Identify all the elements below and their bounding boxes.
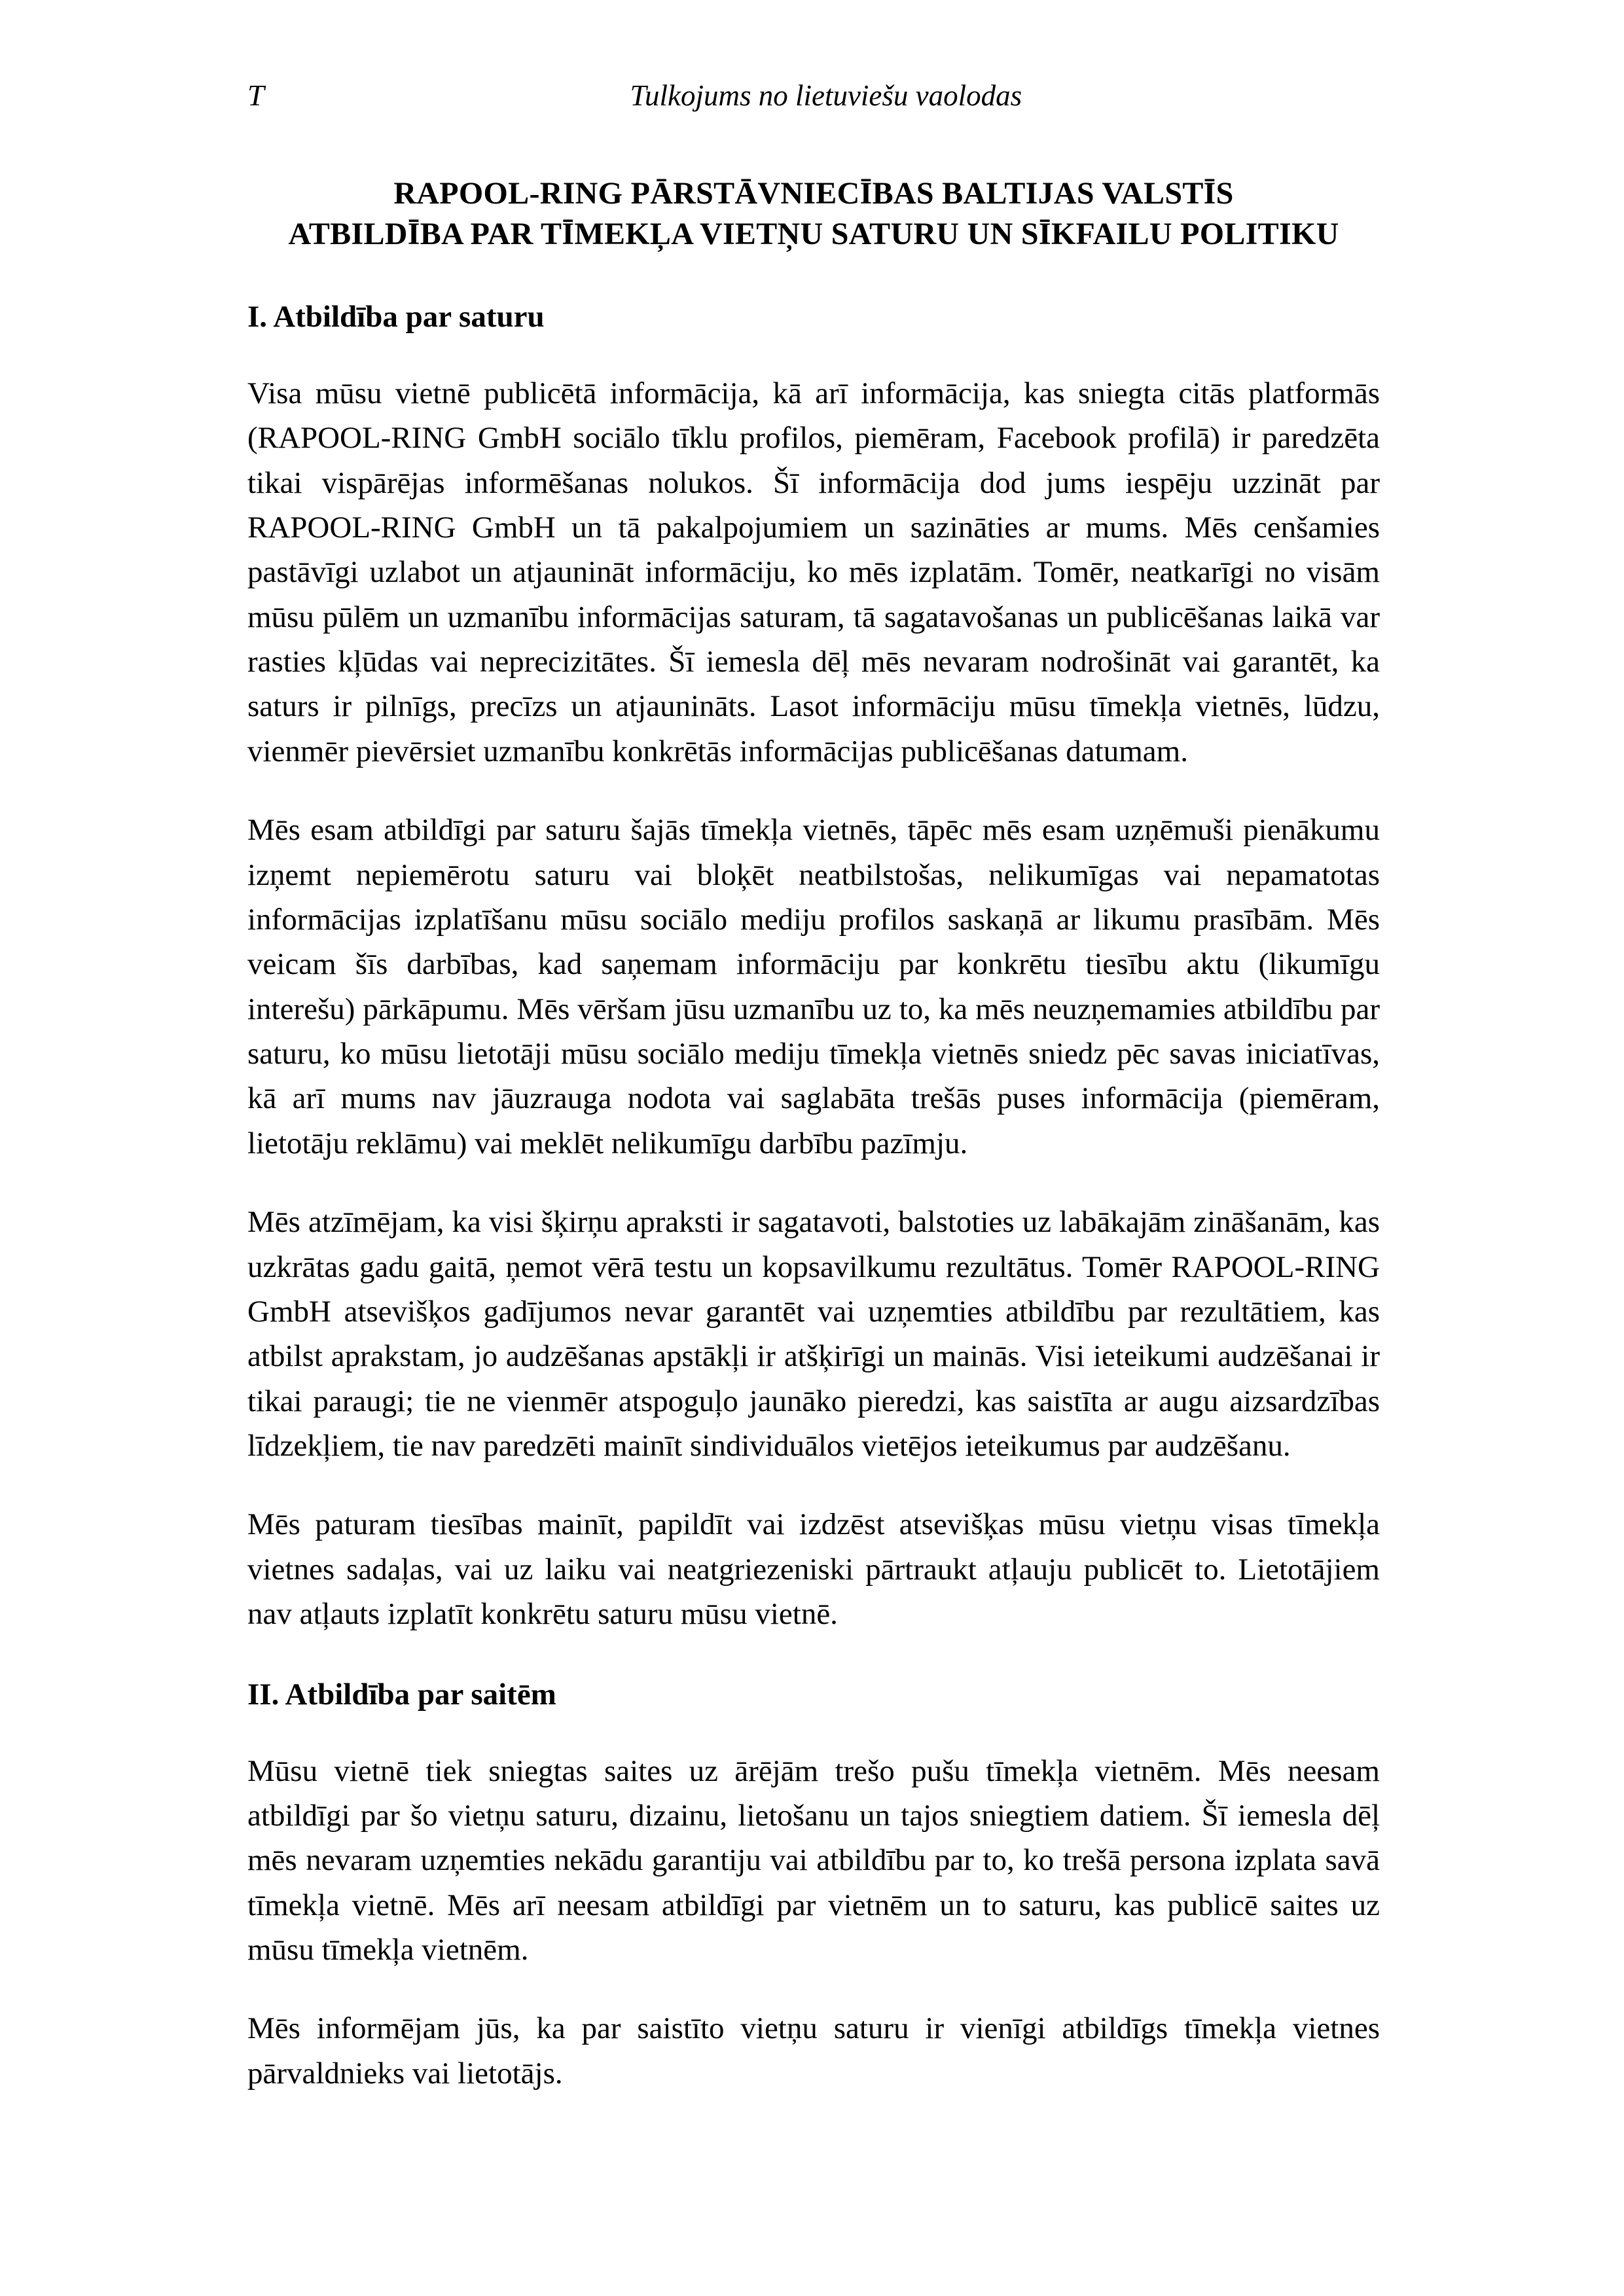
- section-ii-paragraph-1: Mūsu vietnē tiek sniegtas saites uz ārējām trešo pušu tīmekļa vietnēm. Mēs neesam atbildīgi par šo vietņu saturu, dizainu, lietošanu un tajos sniegtiem datiem. Šī iemesla dēļ mēs nevaram uzņemties nekādu garantiju vai atbildību par to, ko trešā persona izplata savā tīmekļa vietnē. Mēs arī neesam atbildīgi par vietnēm un to saturu, kas publicē saites uz mūsu tīmekļa vietnēm.: [247, 1753, 1380, 1967]
- section-heading-i: I. Atbildība par saturu: [247, 299, 545, 334]
- section-heading-ii: II. Atbildība par saitēm: [247, 1677, 556, 1712]
- section-i-paragraph-1: Visa mūsu vietnē publicētā informācija, kā arī informācija, kas sniegta citās platformās (RAPOOL-RING GmbH sociālo tīklu profilos, piemēram, Facebook profilā) ir paredzēta tikai vispārējas informēšanas nolukos. Šī informācija dod jums iespēju uzzināt par RAPOOL-RING GmbH un tā pakalpojumiem un sazināties ar mums. Mēs cenšamies pastāvīgi uzlabot un atjaunināt informāciju, ko mēs izplatām. Tomēr, neatkarīgi no visām mūsu pūlēm un uzmanību informācijas saturam, tā sagatavošanas un publicēšanas laikā var rasties kļūdas vai neprecizitātes. Šī iemesla dēļ mēs nevaram nodrošināt vai garantēt, ka saturs ir pilnīgs, precīzs un atjaunināts. Lasot informāciju mūsu tīmekļa vietnēs, lūdzu, vienmēr pievērsiet uzmanību konkrētās informācijas publicēšanas datumam.: [247, 376, 1380, 768]
- section-ii-paragraph-2: Mēs informējam jūs, ka par saistīto vietņu saturu ir vienīgi atbildīgs tīmekļa vietnes pārvaldnieks vai lietotājs.: [247, 2011, 1380, 2090]
- header-translation-note: Tulkojums no lietuviešu vaolodas: [630, 79, 1022, 112]
- running-header: [247, 79, 1380, 113]
- section-i-paragraph-4: Mēs paturam tiesības mainīt, papildīt vai izdzēst atsevišķas mūsu vietņu visas tīmekļa vietnes sadaļas, vai uz laiku vai neatgriezeniski pārtraukt atļauju publicēt to. Lietotājiem nav atļauts izplatīt konkrētu saturu mūsu vietnē.: [247, 1507, 1380, 1632]
- page-content: [247, 79, 1380, 2096]
- header-left-mark: T: [247, 79, 264, 112]
- document-title: [247, 173, 1380, 255]
- document-title-line-2: ATBILDĪBA PAR TĪMEKĻA VIETŅU SATURU UN SĪKFAILU POLITIKU: [288, 217, 1339, 252]
- section-i-paragraph-3: Mēs atzīmējam, ka visi šķirņu apraksti ir sagatavoti, balstoties uz labākajām zināšanām, kas uzkrātas gadu gaitā, ņemot vērā testu un kopsavilkumu rezultātus. Tomēr RAPOOL-RING GmbH atsevišķos gadījumos nevar garantēt vai uzņemties atbildību par rezultātiem, kas atbilst aprakstam, jo audzēšanas apstākļi ir atšķirīgi un mainās. Visi ieteikumi audzēšanai ir tikai paraugi; tie ne vienmēr atspoguļo jaunāko pieredzi, kas saistīta ar augu aizsardzības līdzekļiem, tie nav paredzēti mainīt sindividuālos vietējos ieteikumus par audzēšanu.: [247, 1205, 1380, 1463]
- document-title-line-1: RAPOOL-RING PĀRSTĀVNIECĪBAS BALTIJAS VALSTĪS: [393, 175, 1234, 211]
- section-i-paragraph-2: Mēs esam atbildīgi par saturu šajās tīmekļa vietnēs, tāpēc mēs esam uzņēmuši pienākumu izņemt nepiemērotu saturu vai bloķēt neatbilstošas, nelikumīgas vai nepamatotas informācijas izplatīšanu mūsu sociālo mediju profilos saskaņā ar likumu prasībām. Mēs veicam šīs darbības, kad saņemam informāciju par konkrētu tiesību aktu (likumīgu interešu) pārkāpumu. Mēs vēršam jūsu uzmanību uz to, ka mēs neuzņemamies atbildību par saturu, ko mūsu lietotāji mūsu sociālo mediju tīmekļa vietnēs sniedz pēc savas iniciatīvas, kā arī mums nav jāuzrauga nodota vai saglabāta trešās puses informācija (piemēram, lietotāju reklāmu) vai meklēt nelikumīgu darbību pazīmju.: [247, 813, 1380, 1160]
